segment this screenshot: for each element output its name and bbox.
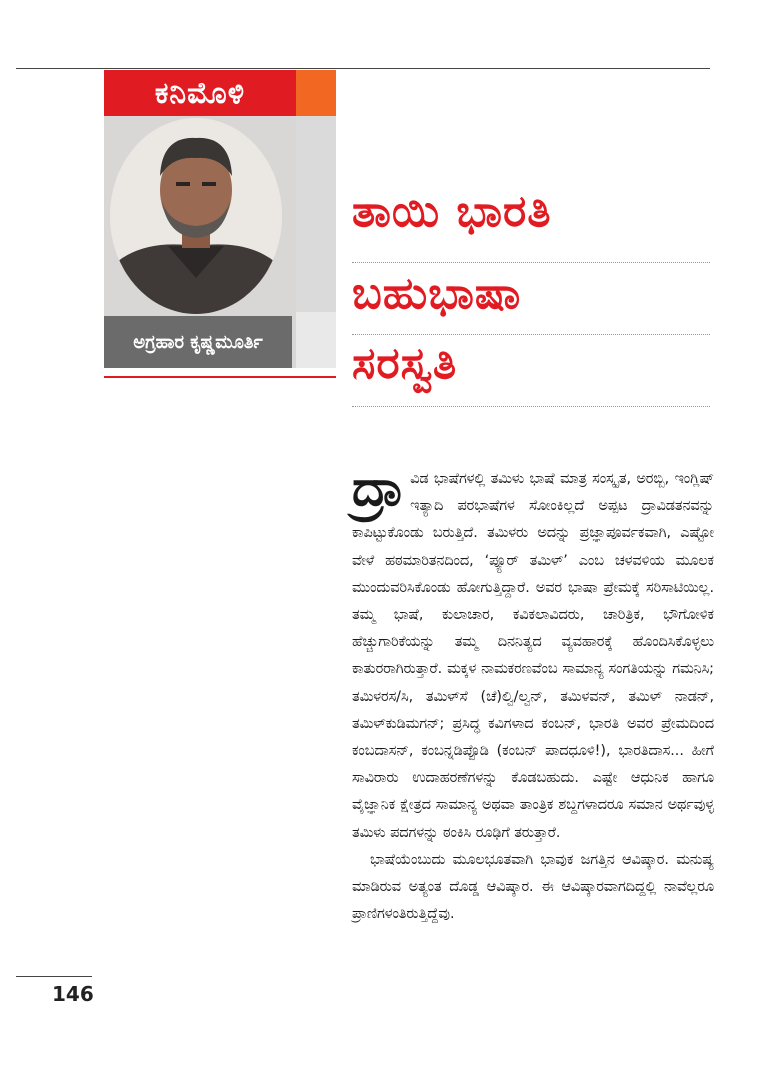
footer-rule (16, 976, 92, 977)
drop-cap: ದ್ರಾ (352, 458, 405, 517)
accent-bar (296, 70, 336, 116)
side-strip (296, 116, 336, 312)
headline-divider (352, 334, 710, 335)
article-paragraph (352, 458, 714, 847)
author-portrait-icon (110, 118, 282, 314)
headline-line-2: ಬಹುಭಾಷಾ (352, 268, 522, 319)
headline-line-1: ತಾಯಿ ಭಾರತಿ (352, 186, 552, 237)
headline-divider (352, 406, 710, 407)
article-paragraph: ಭಾಷೆಯೆಂಬುದು ಮೂಲಭೂತವಾಗಿ ಭಾವುಕ ಜಗತ್ತಿನ ಆವಿಷ್ಕಾರ. ಮನುಷ್ಯ ಮಾಡಿರುವ ಅತ್ಯಂತ ದೊಡ್ಡ ಆವಿಷ್ಕಾರ. ಈ ಆವಿಷ್ಕಾರವಾಗದಿದ್ದಲ್ಲಿ ನಾವೆಲ್ಲರೂ ಪ್ರಾಣಿಗಳಂತಿರುತ್ತಿದ್ದೆವು. (352, 851, 714, 923)
top-rule (16, 68, 710, 69)
author-photo (110, 118, 282, 314)
article-body (352, 458, 714, 928)
column-tag: ಕನಿಮೊಳಿ (104, 70, 296, 116)
paragraph-text: ವಿಡ ಭಾಷೆಗಳಲ್ಲಿ ತಮಿಳು ಭಾಷೆ ಮಾತ್ರ ಸಂಸ್ಕೃತ, ಅರಬ್ಬಿ, ಇಂಗ್ಲಿಷ್ ಇತ್ಯಾದಿ ಪರಭಾಷೆಗಳ ಸೋಂಕಿಲ್ಲದೆ ಅಪ್ಪಟ ದ್ರಾವಿಡತನವನ್ನು ಕಾಪಿಟ್ಟುಕೊಂಡು ಬರುತ್ತಿದೆ. ತಮಿಳರು ಅದನ್ನು ಪ್ರಜ್ಞಾಪೂರ್ವಕವಾಗಿ, ಎಷ್ಟೋ ವೇಳೆ ಹಠಮಾರಿತನದಿಂದ, ‘ಪ್ಯೂರ್ ತಮಿಳ್’ ಎಂಬ ಚಳವಳಿಯ ಮೂಲಕ ಮುಂದುವರಿಸಿಕೊಂಡು ಹೋಗುತ್ತಿದ್ದಾರೆ. ಅವರ ಭಾಷಾ ಪ್ರೇಮಕ್ಕೆ ಸರಿಸಾಟಿಯಿಲ್ಲ. ತಮ್ಮ ಭಾಷೆ, ಕುಲಾಚಾರ, ಕವಿಕಲಾವಿದರು, ಚಾರಿತ್ರಿಕ, ಭೌಗೋಳಿಕ ಹೆಚ್ಚುಗಾರಿಕೆಯನ್ನು ತಮ್ಮ ದಿನನಿತ್ಯದ ವ್ಯವಹಾರಕ್ಕೆ ಹೊಂದಿಸಿಕೊಳ್ಳಲು ಕಾತುರರಾಗಿರುತ್ತಾರೆ. ಮಕ್ಕಳ ನಾಮಕರಣವೆಂಬ ಸಾಮಾನ್ಯ ಸಂಗತಿಯನ್ನು ಗಮನಿಸಿ; ತಮಿಳರಸ/ಸಿ, ತಮಿಳ್‌ಸೆ (ಚೆ)ಲ್ವಿ/ಲ್ವನ್, ತಮಿಳವನ್, ತಮಿಳ್ ನಾಡನ್, ತಮಿಳ್‌ಕುಡಿಮಗನ್; ಪ್ರಸಿದ್ಧ ಕವಿಗಳಾದ ಕಂಬನ್, ಭಾರತಿ ಅವರ ಪ್ರೇಮದಿಂದ ಕಂಬದಾಸನ್, ಕಂಬನ್ನಡಿಪ್ಪೊಡಿ (ಕಂಬನ್ ಪಾದಧೂಳಿ!), ಭಾರತಿದಾಸ... ಹೀಗೆ ಸಾವಿರಾರು ಉದಾಹರಣೆಗಳನ್ನು ಕೊಡಬಹುದು. ಎಷ್ಟೇ ಆಧುನಿಕ ಹಾಗೂ ವೈಜ್ಞಾನಿಕ ಕ್ಷೇತ್ರದ ಸಾಮಾನ್ಯ ಅಥವಾ ತಾಂತ್ರಿಕ ಶಬ್ದಗಳಾದರೂ ಸಮಾನ ಅರ್ಥವುಳ್ಳ ತಮಿಳು ಪದಗಳನ್ನು ಠಂಕಿಸಿ ರೂಢಿಗೆ ತರುತ್ತಾರೆ. (352, 471, 714, 841)
author-name: ಅಗ್ರಹಾರ ಕೃಷ್ಣಮೂರ್ತಿ (104, 316, 292, 368)
page-number: 146 (52, 982, 94, 1006)
headline-line-3: ಸರಸ್ವತಿ (352, 338, 458, 389)
side-strip-lower (296, 312, 336, 368)
headline-divider (352, 262, 710, 263)
section-rule (104, 376, 336, 378)
